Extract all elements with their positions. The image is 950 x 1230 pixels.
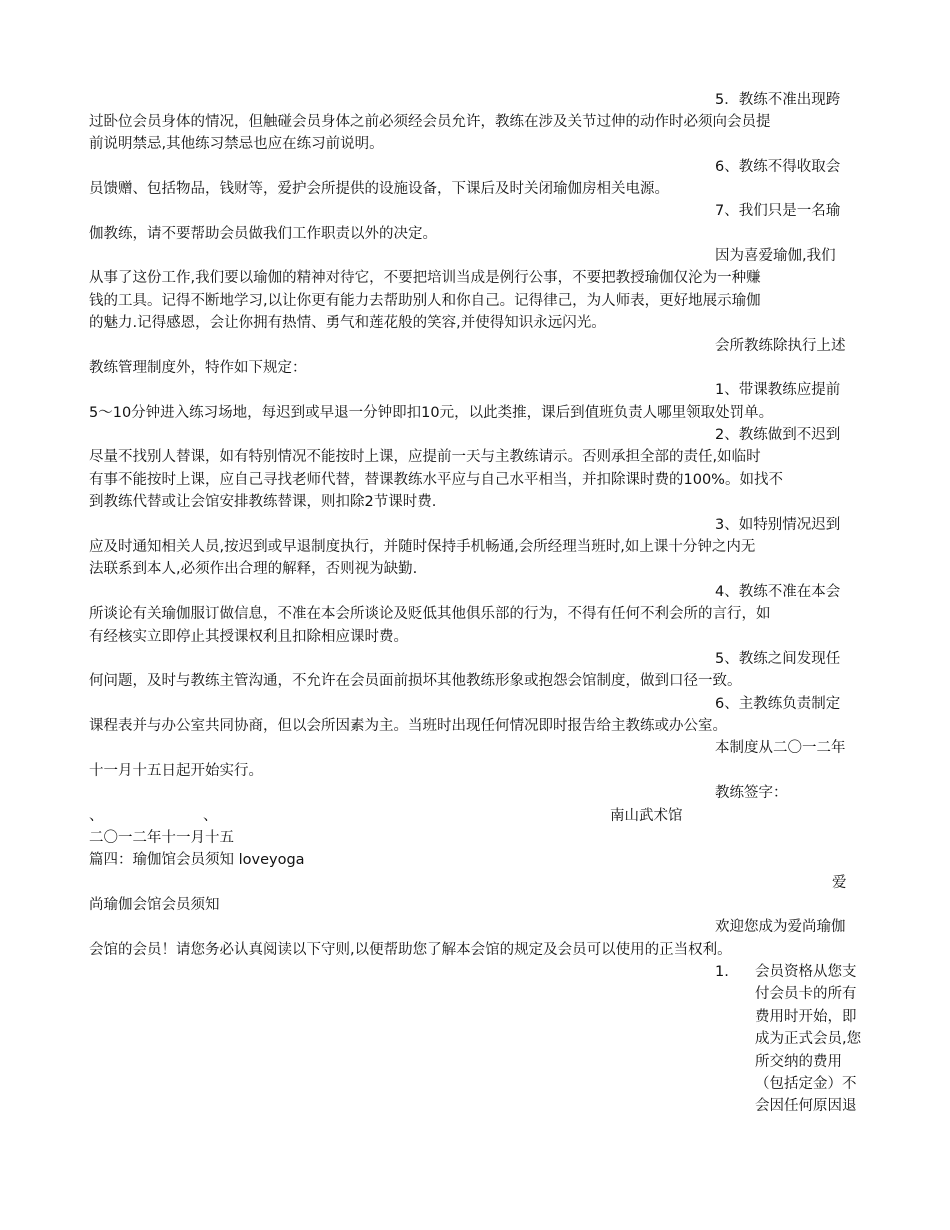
text-line: 5、教练之间发现任 [715,651,841,667]
text-line: 法联系到本人,必须作出合理的解释，否则视为缺勤. [89,561,418,577]
text-line: 尽量不找别人替课，如有特别情况不能按时上课，应提前一天与主教练请示。否则承担全部的责任,如临时 [89,449,761,465]
text-line: 应及时通知相关人员,按迟到或早退制度执行，并随时保持手机畅通,会所经理当班时,如上课十分钟之内无 [89,539,756,555]
document-title: 尚瑜伽会馆会员须知 [89,897,220,913]
text-line: 2、教练做到不迟到 [715,427,841,443]
list-number: 1. [715,964,729,980]
list-item-text: 会员资格从您支付会员卡的所有费用时开始，即成为正式会员,您所交纳的费用（包括定金）不会因任何原因退 [755,964,862,1115]
signature-mark: 、 [89,808,104,824]
text-line: 6、教练不得收取会 [715,159,841,175]
text-line: 教练管理制度外，特作如下规定： [89,360,307,376]
text-line: 7、我们只是一名瑜 [715,203,841,219]
section-heading: 篇四：瑜伽馆会员须知 loveyoga [89,852,305,868]
text-line: 十一月十五日起开始实行。 [89,763,263,779]
text-line: 会所教练除执行上述 [715,338,846,354]
text-line: 钱的工具。记得不断地学习,以让你更有能力去帮助别人和你自己。记得律己，为人师表，更好地展示瑜伽 [89,293,761,309]
text-line: 有经核实立即停止其授课权利且扣除相应课时费。 [89,629,408,645]
text-line: 4、教练不准在本会 [715,584,841,600]
signature-label: 教练签字： [715,785,788,801]
title-fragment: 爱 [832,875,847,891]
signature-mark: 、 [203,808,218,824]
text-line: 何问题，及时与教练主管沟通，不允许在会员面前损坏其他教练形象或抱怨会馆制度，做到口径一致。 [89,673,742,689]
text-line: 所谈论有关瑜伽服订做信息，不准在本会所谈论及贬低其他俱乐部的行为，不得有任何不利会所的言行，如 [89,606,771,622]
text-line: 的魅力.记得感恩，会让你拥有热情、勇气和莲花般的笑容,并使得知识永远闪光。 [89,315,606,331]
text-line: 5．教练不准出现跨 [715,92,841,108]
text-line: 员馈赠、包括物品，钱财等，爱护会所提供的设施设备，下课后及时关闭瑜伽房相关电源。 [89,181,669,197]
text-line: 伽教练，请不要帮助会员做我们工作职责以外的决定。 [89,226,437,242]
date-line: 二〇一二年十一月十五 [89,830,234,846]
text-line: 6、主教练负责制定 [715,696,841,712]
text-line: 5～10分钟进入练习场地，每迟到或早退一分钟即扣10元，以此类推，课后到值班负责人哪里领取处罚单。 [89,405,774,421]
organization-name: 南山武术馆 [610,808,683,824]
text-line: 欢迎您成为爱尚瑜伽 [715,919,846,935]
text-line: 课程表并与办公室共同协商，但以会所因素为主。当班时出现任何情况即时报告给主教练或办公室。 [89,718,727,734]
text-line: 本制度从二〇一二年 [715,740,846,756]
text-line: 从事了这份工作,我们要以瑜伽的精神对待它，不要把培训当成是例行公事，不要把教授瑜伽仅沦为一种赚 [89,270,761,286]
text-line: 因为喜爱瑜伽,我们 [715,248,836,264]
text-line: 过卧位会员身体的情况，但触碰会员身体之前必须经会员允许，教练在涉及关节过伸的动作时必须向会员提 [89,114,771,130]
text-line: 3、如特别情况迟到 [715,517,841,533]
text-line: 有事不能按时上课，应自己寻找老师代替，替课教练水平应与自己水平相当，并扣除课时费的100%。如找不 [89,472,783,488]
text-line: 1、带课教练应提前 [715,382,841,398]
text-line: 前说明禁忌,其他练习禁忌也应在练习前说明。 [89,136,384,152]
text-line: 到教练代替或让会馆安排教练替课，则扣除2节课时费. [89,494,437,510]
text-line: 会馆的会员！请您务必认真阅读以下守则,以便帮助您了解本会馆的规定及会员可以使用的正当权利。 [89,942,732,958]
